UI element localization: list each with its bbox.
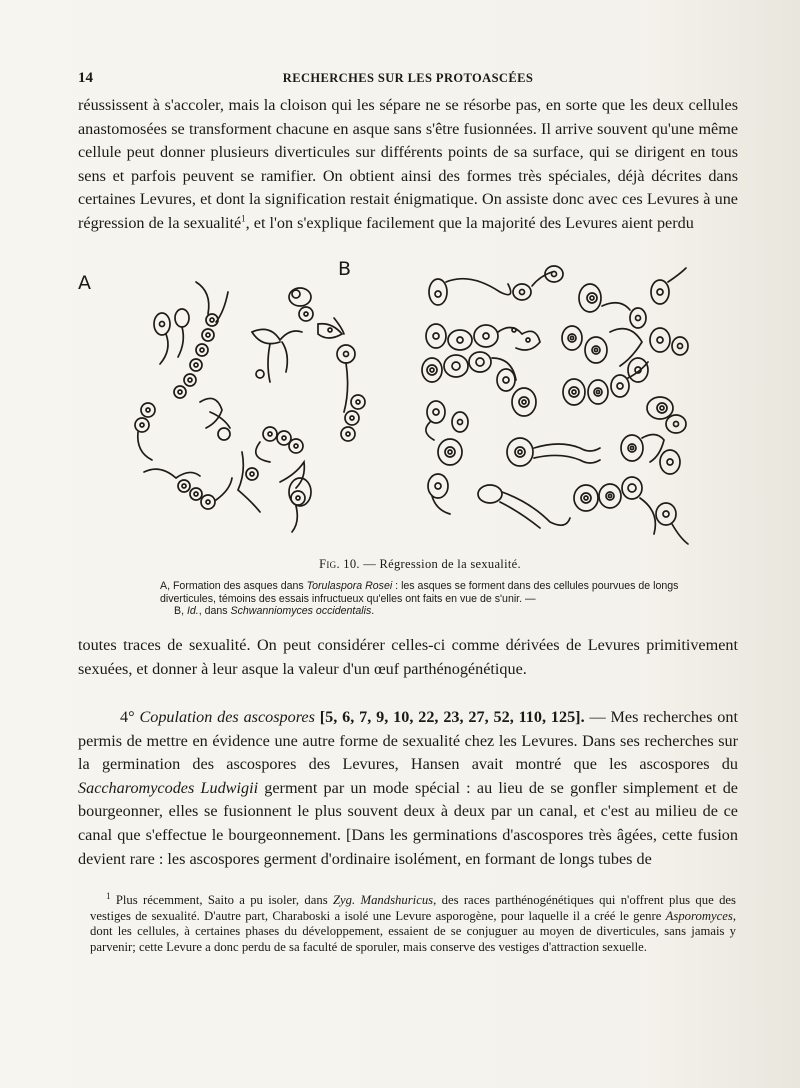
caption-b-text: B,	[174, 605, 187, 618]
caption-title	[160, 557, 680, 572]
section-references: [5, 6, 7, 9, 10, 22, 23, 27, 52, 110, 125].	[314, 708, 585, 726]
paragraph-2-text: toutes traces de sexualité. On peut considérer celles-ci comme dérivées de Levures primitivement sexuées, et donner à leur asque la valeur d'un œuf parthénogénétique.	[78, 636, 738, 678]
paragraph-3-species: Saccharomycodes Ludwigii	[78, 778, 259, 797]
footnote	[90, 890, 736, 955]
caption-a-text: A, Formation des asques dans	[160, 580, 307, 592]
caption-b-text-3: .	[371, 605, 375, 618]
paragraph-1-text-end: , et l'on s'explique facilement que la majorité des Levures aient perdu	[245, 213, 694, 232]
caption-heading: — Régression de la sexualité.	[359, 557, 521, 571]
footnote-text: Plus récemment, Saito a pu isoler, dans	[110, 893, 333, 907]
paragraph-2	[78, 634, 738, 681]
section-number: 4°	[120, 708, 140, 726]
paragraph-1-text: réussissent à s'accoler, mais la cloison qui les sépare ne se résorbe pas, en sorte que les deux cellules anastomosées se transforment chacune en asque sans s'être fusionnées. Il arrive souvent qu'une même cellule peut donner plusieurs diverticules sur différents points de sa surface, qui se dirigent en tous sens et parfois peuvent se ramifier. On obtient ainsi des formes très spéciales, déjà décrites dans certaines Levures, et dont la signification restait énigmatique. On assiste donc avec ces Levures à une régression de la sexualité	[78, 96, 738, 232]
caption-body	[160, 580, 680, 618]
section-title: Copulation des ascospores	[139, 708, 315, 726]
caption-a-text-2: : les asques se forment dans des cellules pourvues de longs diverticules, témoins des essais infructueux qu'elles ont faits en vue de s'unir. —	[160, 580, 679, 605]
panel-b-label: B	[338, 258, 352, 280]
running-title: RECHERCHES SUR LES PROTOASCÉES	[282, 71, 534, 85]
panel-b-drawing	[422, 266, 688, 544]
caption-a	[160, 580, 680, 605]
caption-b	[160, 605, 680, 618]
figure-caption	[160, 557, 680, 618]
figure-10	[120, 262, 700, 552]
footnote-marker: 1	[106, 890, 111, 901]
paragraph-3-text-2: germent par un mode spécial : au lieu de se gonfler simplement et de bourgeonner, elles se fusionnent le plus souvent deux à deux par un canal, et c'est au milieu de ce canal que s'effectue le bourgeonnement. [Dans les germinations d'ascospores très âgées, cette fusion devient rare : les ascospores germent d'ordinaire isolément, en formant de longs tubes de	[78, 778, 738, 868]
caption-b-id: Id.	[186, 605, 199, 618]
caption-b-species: Schwanniomyces occidentalis	[230, 605, 372, 618]
paragraph-3	[78, 706, 738, 871]
footnote-reference: 1	[241, 213, 246, 224]
footnote-text-2: , des races parthénogénétiques qui n'offrent plus que des vestiges de sexualité. D'autre part, Charaboski a isolé une Levure asporogène, pour laquelle il a créé le genre	[90, 893, 736, 923]
caption-b-text-2: , dans	[198, 605, 231, 618]
footnote-text-3: , dont les cellules, à certaines phases du développement, essaient de se conjuguer au moyen de diverticules, sans jamais y parvenir; cette Levure a donc perdu de sa faculté de sporuler, mais conserve des vestiges d'attraction sexuelle.	[90, 908, 736, 954]
figure-number: Fig. 10.	[319, 557, 360, 571]
paragraph-1	[78, 94, 738, 236]
figure-illustration	[120, 262, 700, 552]
footnote-genus: Asporomyces	[665, 908, 733, 923]
caption-a-species: Torulaspora Rosei	[306, 580, 393, 592]
footnote-species: Zyg. Mandshuricus	[332, 893, 434, 907]
page-number: 14	[78, 70, 93, 86]
paragraph-3-text: — Mes recherches ont permis de mettre en évidence une autre forme de sexualité chez les Levures. Dans ses recherches sur la germination des ascospores des Levures, Hansen avait montré que les ascospores du	[78, 708, 738, 774]
page-header	[78, 70, 738, 92]
panel-a-drawing	[135, 282, 365, 532]
panel-a-label: A	[78, 272, 91, 294]
